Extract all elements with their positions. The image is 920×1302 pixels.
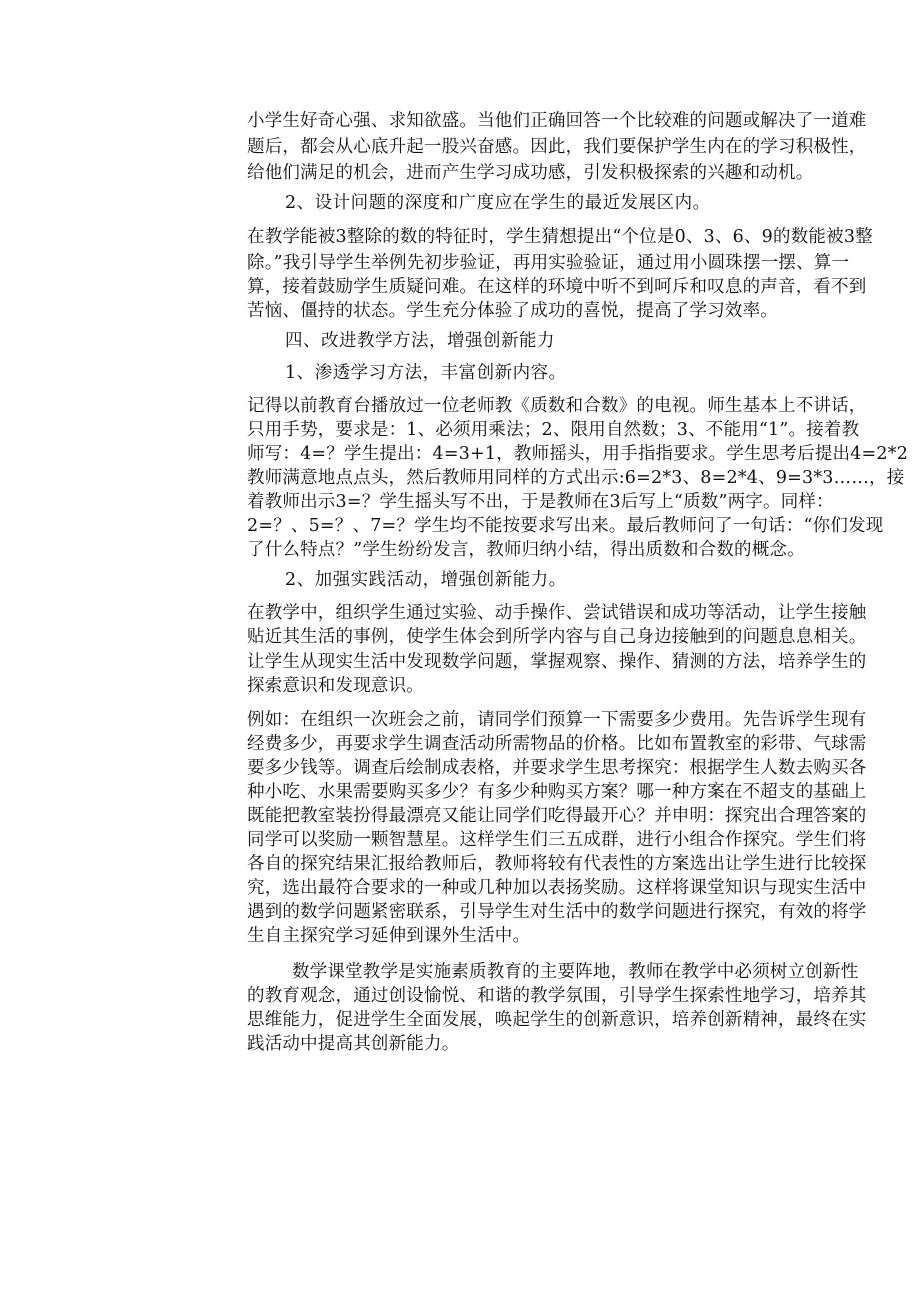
conclusion-line-2: 的教育观念，通过创设愉悦、和谐的教学氛围，引导学生探索性地学习，培养其: [247, 986, 867, 1006]
point-2-heading: 2、设计问题的深度和广度应在学生的最近发展区内。: [285, 193, 711, 213]
intro-line-3: 给他们满足的机会，进而产生学习成功感，引发积极探索的兴趣和动机。: [247, 163, 814, 183]
example-line-6: 同学可以奖励一颗智慧星。这样学生们三五成群，进行小组合作探究。学生们将: [247, 830, 867, 850]
point-2-line-2: 除。”我引导学生举例先初步验证，再用实验验证，通过用小圆珠摆一摆、算一: [247, 253, 850, 273]
sub-1-line-3: 师写：4=？学生提出：4=3+1，教师摇头，用手指指要求。学生思考后提出4=2*2: [247, 444, 909, 464]
sub-1-heading: 1、渗透学习方法，丰富创新内容。: [285, 363, 567, 383]
sub-2-line-3: 让学生从现实生活中发现数学问题，掌握观察、操作、猜测的方法，培养学生的: [247, 652, 867, 672]
point-2-line-3: 算，接着鼓励学生质疑问难。在这样的环境中听不到呵斥和叹息的声音，看不到: [247, 277, 867, 297]
example-line-10: 生自主探究学习延伸到课外生活中。: [247, 926, 531, 946]
sub-2-line-2: 贴近其生活的事例，使学生体会到所学内容与自己身边接触到的问题息息相关。: [247, 627, 867, 647]
conclusion-line-3: 思维能力，促进学生全面发展，唤起学生的创新意识，培养创新精神，最终在实: [247, 1010, 867, 1030]
intro-line-2: 题后，都会从心底升起一股兴奋感。因此，我们要保护学生内在的学习积极性，: [247, 137, 867, 157]
sub-2-line-1: 在教学中，组织学生通过实验、动手操作、尝试错误和成功等活动，让学生接触: [247, 603, 867, 623]
sub-1-line-2: 只用手势，要求是：1、必须用乘法；2、限用自然数；3、不能用“1”。接着教: [247, 420, 860, 440]
example-line-5: 既能把教室装扮得最漂亮又能让同学们吃得最开心？并申明：探究出合理答案的: [247, 806, 867, 826]
point-2-line-4: 苦恼、僵持的状态。学生充分体验了成功的喜悦，提高了学习效率。: [247, 301, 778, 321]
sub-1-line-5: 着教师出示3=？学生摇头写不出，于是教师在3后写上“质数”两字。同样：: [247, 492, 834, 512]
sub-2-line-4: 探索意识和发现意识。: [247, 676, 424, 696]
example-line-7: 各自的探究结果汇报给教师后，教师将较有代表性的方案选出让学生进行比较探: [247, 854, 867, 874]
sub-1-line-1: 记得以前教育台播放过一位老师教《质数和合数》的电视。师生基本上不讲话，: [247, 396, 867, 416]
sub-1-line-7: 了什么特点？”学生纷纷发言，教师归纳小结，得出质数和合数的概念。: [247, 540, 805, 560]
example-line-3: 要多少钱等。调查后绘制成表格，并要求学生思考探究：根据学生人数去购买各: [247, 758, 867, 778]
sub-2-heading: 2、加强实践活动，增强创新能力。: [285, 570, 567, 590]
conclusion-line-4: 践活动中提高其创新能力。: [247, 1034, 460, 1054]
sub-1-line-4: 教师满意地点点头，然后教师用同样的方式出示:6=2*3、8=2*4、9=3*3……，接: [247, 468, 905, 488]
example-line-1: 例如：在组织一次班会之前，请同学们预算一下需要多少费用。先告诉学生现有: [247, 710, 867, 730]
intro-line-1: 小学生好奇心强、求知欲盛。当他们正确回答一个比较难的问题或解决了一道难: [247, 111, 867, 131]
example-line-8: 究，选出最符合要求的一种或几种加以表扬奖励。这样将课堂知识与现实生活中: [247, 878, 867, 898]
conclusion-line-1: 数学课堂教学是实施素质教育的主要阵地，教师在教学中必须树立创新性: [292, 962, 859, 982]
sub-1-line-6: 2=？、5=？、7=？学生均不能按要求写出来。最后教师问了一句话：“你们发现: [247, 516, 884, 536]
section-4-heading: 四、改进教学方法，增强创新能力: [285, 331, 555, 351]
example-line-2: 经费多少，再要求学生调查活动所需物品的价格。比如布置教室的彩带、气球需: [247, 734, 867, 754]
example-line-4: 种小吃、水果需要购买多少？有多少种购买方案？哪一种方案在不超支的基础上: [247, 782, 867, 802]
example-line-9: 遇到的数学问题紧密联系，引导学生对生活中的数学问题进行探究，有效的将学: [247, 902, 867, 922]
point-2-line-1: 在教学能被3整除的数的特征时，学生猜想提出“个位是0、3、6、9的数能被3整: [247, 227, 873, 247]
